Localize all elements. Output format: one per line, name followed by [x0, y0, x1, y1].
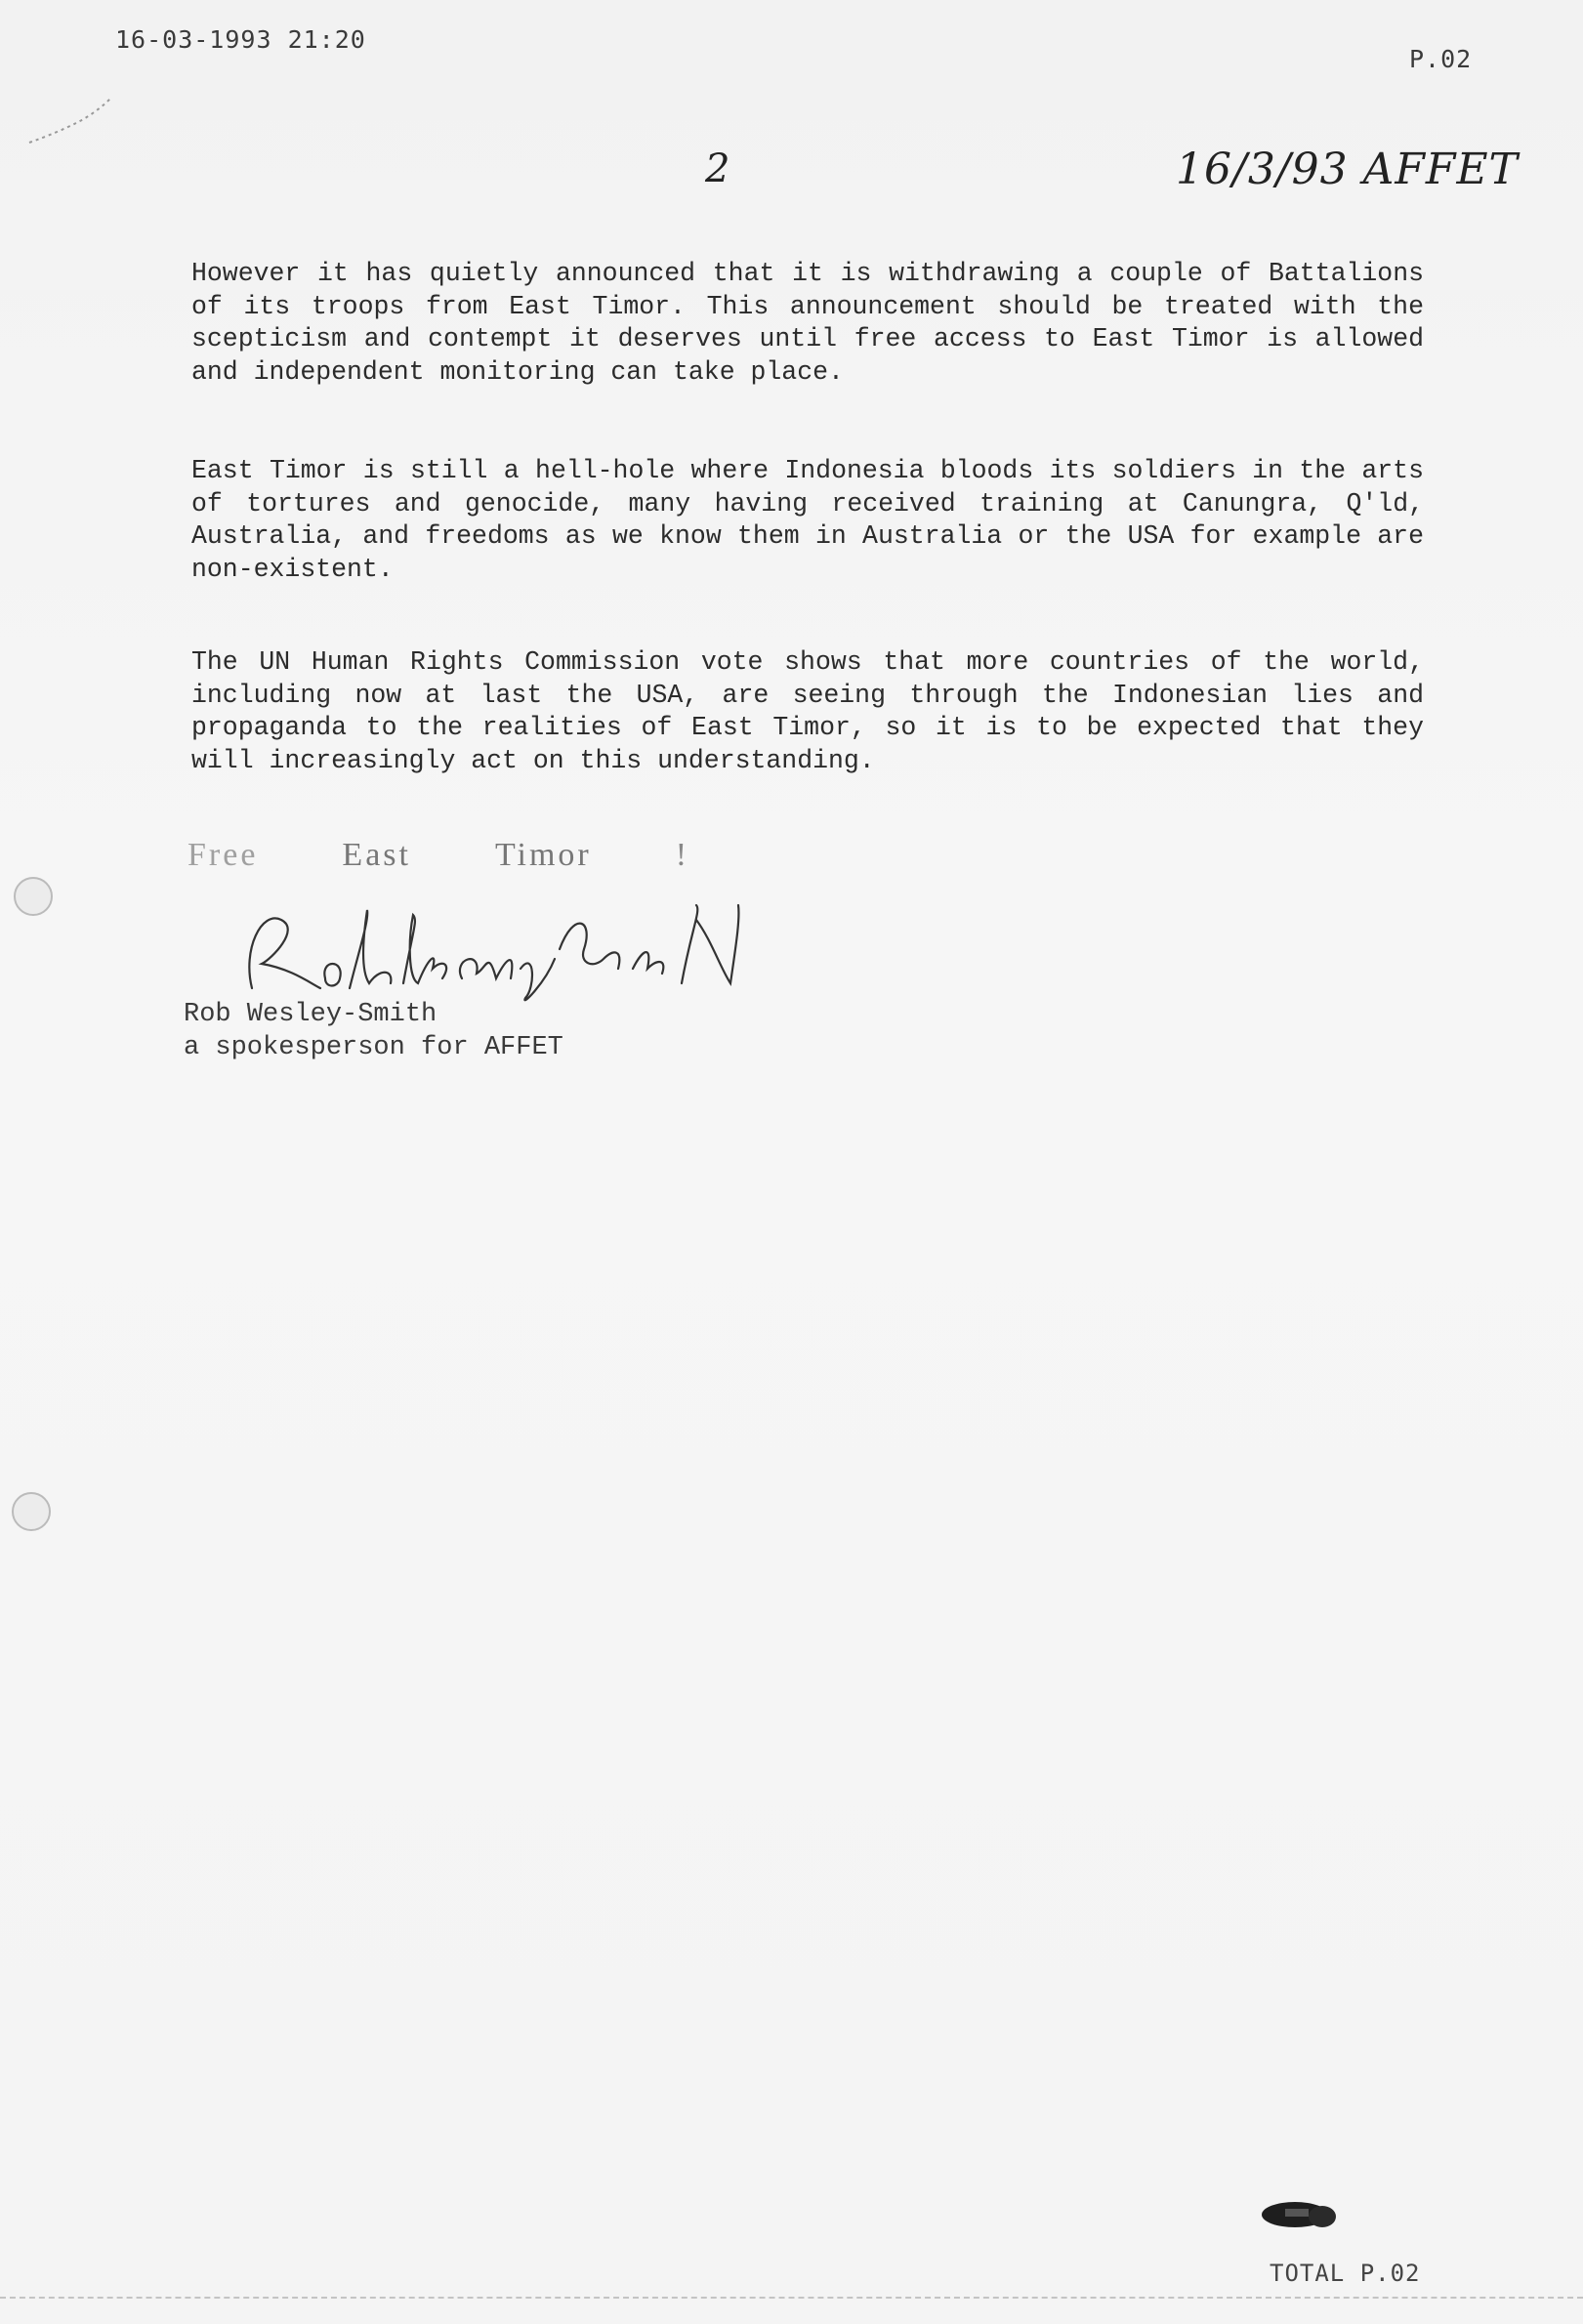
- fax-page-number: P.02: [1409, 45, 1473, 73]
- fax-tear-line: [0, 2297, 1583, 2299]
- signatory-role: a spokesperson for AFFET: [184, 1033, 563, 1062]
- paragraph-hell-hole: East Timor is still a hell-hole where Indonesia bloods its soldiers in the arts of tortures and genocide, many having received training at Canungra, Q'ld, Australia, and freedoms as we know them in Australia or the USA for example are non-existent.: [191, 456, 1424, 584]
- handwritten-date-note: 16/3/93 AFFET: [1176, 145, 1519, 194]
- fax-timestamp: 16-03-1993 21:20: [115, 25, 366, 54]
- punch-hole: [12, 1492, 51, 1531]
- slogan-word: Timor: [494, 837, 592, 873]
- handwritten-signature: [223, 891, 750, 1008]
- handwritten-page-number: 2: [705, 146, 730, 191]
- slogan-free-east-timor: [187, 837, 689, 874]
- signatory-name: Rob Wesley-Smith: [184, 1000, 437, 1029]
- slogan-word: Free: [187, 837, 259, 873]
- punch-hole: [14, 877, 53, 916]
- fax-total-pages: TOTAL P.02: [1270, 2260, 1421, 2287]
- scan-smudge-mark: [27, 94, 115, 152]
- fax-blot-mark: [1256, 2197, 1344, 2232]
- paragraph-withdrawal: However it has quietly announced that it is withdrawing a couple of Battalions of its troops from East Timor. This announcement should be treated with the scepticism and contempt it deserves until free access to East Timor is allowed and independent monitoring can take place.: [191, 259, 1424, 387]
- paragraph-un-vote: The UN Human Rights Commission vote shows that more countries of the world, including now at last the USA, are seeing through the Indonesian lies and propaganda to the realities of East Timor, so it is to be expected that they will increasingly act on this understanding.: [191, 647, 1424, 775]
- slogan-word: East: [342, 837, 411, 873]
- slogan-word: !: [675, 837, 690, 873]
